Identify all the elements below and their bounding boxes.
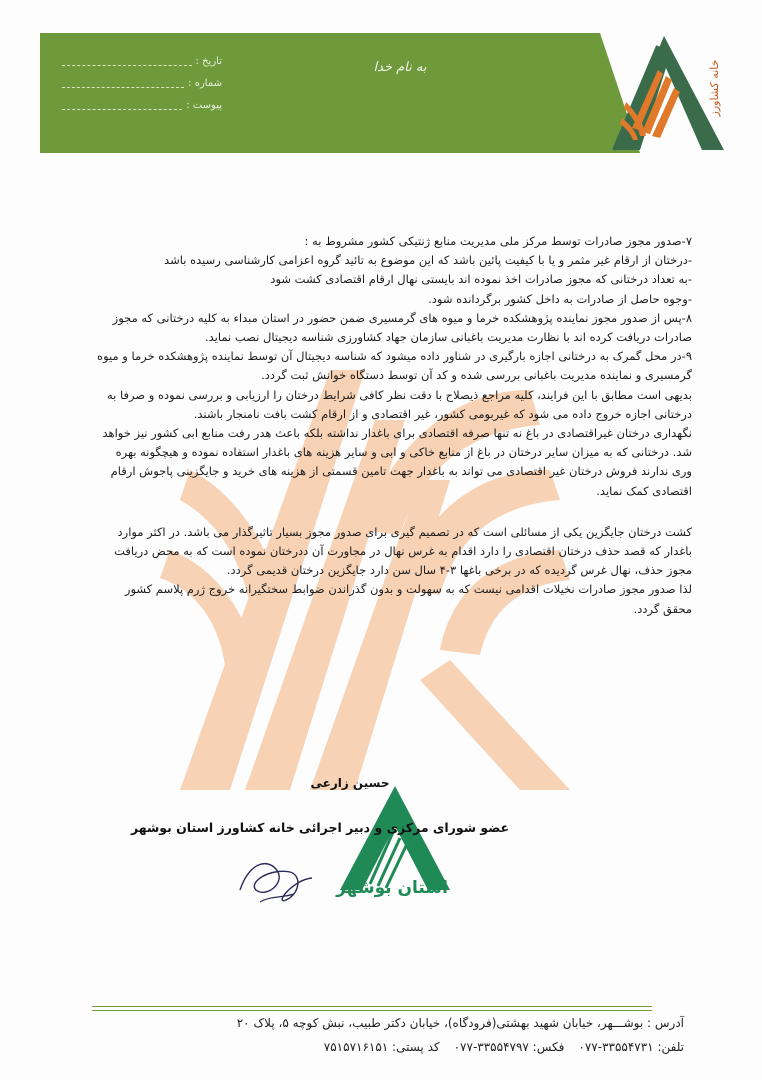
paragraph: نگهداری درختان غیراقتصادی در باغ نه تنها صرفه اقتصادی برای باغدار نداشته بلکه باعث هدر رفت منابع ابی کشور نیز خواهد شد. درختانی که به میزان سایر درختان در باغ از منابع خاکی و ابی و سایر هزینه های باغدار استفاده نموده و هیچگونه بهره وری ندارند فروش درختان غیر اقتصادی می تواند به باغدار جهت تامین قسمتی از هزینه های خرید و جایگزینی پاجوش ارقام اقتصادی کمک نماید. [102,426,692,498]
footer-phone: تلفن: ۳۳۵۵۴۷۳۱-۰۷۷ [578,1040,684,1054]
stamp-caption: استان بوشهر [336,878,448,898]
paragraph: -به تعداد درختانی که مجوز صادرات اخذ نموده اند بایستی نهال ارقام اقتصادی کشت شود [270,272,692,287]
paragraph: ۸-پس از صدور مجوز نماینده پژوهشکده خرما و میوه های گرمسیری ضمن حضور در استان مبداء به کلیه درختانی که مجوز صادرات دریافت کرده اند با نظارت مدیریت باغبانی سازمان جهاد کشاورزی شناسه دیجیتال نصب نماید. [112,310,692,345]
attachment-field [62,96,222,114]
footer-postal-code: کد پستی: ۷۵۱۵۷۱۶۱۵۱ [323,1040,440,1054]
footer-address: آدرس : بوشـــهر، خیابان شهید بهشتی(فرودگاه)، خیابان دکتر طبیب، نبش کوچه ۵، پلاک ۲۰ [236,1016,684,1030]
paragraph: ۷-صدور مجوز صادرات توسط مرکز ملی مدیریت منابع ژنتیکی کشور مشروط به : [304,234,692,248]
paragraph: لذا صدور مجوز صادرات نخیلات اقدامی نیست که به سهولت و بدون گذراندن ضوابط سختگیرانه خروج ژرم پلاسم کشور محقق گردد. [124,582,692,616]
paragraph: بدیهی است مطابق با این فرایند، کلیه مراجع ذیصلاح با دقت نظر کافی شرایط درختان را ارزیابی و بررسی نموده و صرفا به درختانی اجازه خروج داده می شود که غیربومی کشور، غیر اقتصادی و از ارقام کشت بافت نامنجار باشند. [106,387,692,421]
bismillah-heading: به نام خدا [373,60,427,75]
bushehr-stamp [300,780,460,920]
footer-fax: فکس: ۳۳۵۵۴۷۹۷-۰۷۷ [453,1040,565,1054]
attachment-label: پیوست : [186,99,222,111]
signer-title: عضو شورای مرکزی و دبیر اجرائی خانه کشاورز استان بوشهر [130,820,510,835]
logo-caption: خانه کشاورز [708,59,721,117]
footer-divider [92,1010,652,1011]
handwritten-signature [230,850,320,910]
letter-meta [62,52,222,118]
footer-divider [92,1006,652,1007]
paragraph: ۹-در محل گمرک به درختانی اجازه بارگیری در شناور داده میشود که شناسه دیجیتال آن توسط نماینده پژوهشکده خرما و میوه گرمسیری و نماینده مدیریت باغبانی بررسی شده و کد آن توسط دستگاه خوانش ثبت گردد. [97,349,692,383]
letter-body [96,232,692,619]
paragraph: -وجوه حاصل از صادرات به داخل کشور برگردانده شود. [428,291,692,306]
signer-name: حسین زارعی [310,776,390,790]
date-label: تاریخ : [195,55,222,67]
number-field [62,74,222,92]
number-label: شماره : [188,77,222,89]
date-field [62,52,222,70]
paragraph: کشت درختان جایگزین یکی از مسائلی است که در تصمیم گیری برای صدور مجوز بسیار تاثیرگذار می باشد. در اکثر موارد باغدار که قصد حذف درختان اقتصادی را دارد اقدام به غرس نهال در مجاورت آن ددرختان نموده است که به محض دریافت مجوز حذف، نهال غرس گردیده که در برخی باغها ۳-۴ سال سن دارد جایگزین درختان قدیمی گردد. [114,524,692,578]
footer-contacts [92,1040,684,1054]
paragraph: -درختان از ارقام غیر مثمر و یا با کیفیت پائین باشد که این موضوع به تائید گروه اعزامی کارشناسی رسیده باشد [164,253,692,268]
